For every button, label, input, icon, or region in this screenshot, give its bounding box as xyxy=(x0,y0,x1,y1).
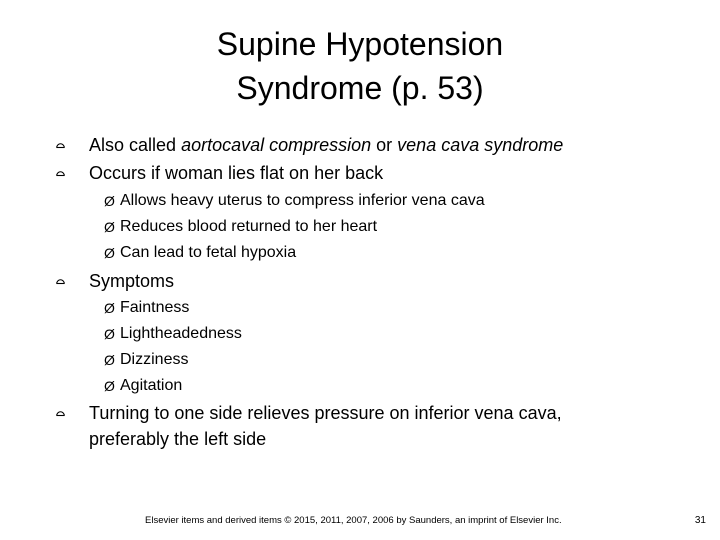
arrowhead-bullet-icon: Ø xyxy=(104,326,115,342)
title-line-1: Supine Hypotension xyxy=(216,26,504,62)
bullet-icon xyxy=(56,169,65,178)
bullet-text: Occurs if woman lies flat on her back xyxy=(89,163,384,183)
arrowhead-bullet-icon: Ø xyxy=(104,378,115,394)
bullet-icon xyxy=(56,277,65,286)
bullet-text-line-2: preferably the left side xyxy=(89,429,267,449)
bullet-text-line-1: Turning to one side relieves pressure on inferior vena cava, xyxy=(89,403,562,423)
copyright-footer: Elsevier items and derived items © 2015, 2011, 2007, 2006 by Saunders, an imprint of Elsevier Inc. xyxy=(145,515,562,526)
arrowhead-bullet-icon: Ø xyxy=(104,352,115,368)
arrowhead-bullet-icon: Ø xyxy=(104,300,115,316)
bullet-icon xyxy=(56,141,65,150)
bullet-text: Symptoms xyxy=(89,271,175,291)
bullet-icon xyxy=(56,409,65,418)
title-line-2: Syndrome (p. 53) xyxy=(236,70,484,106)
arrowhead-bullet-icon: Ø xyxy=(104,245,115,261)
bullet-text: Also called aortocaval compression or vena cava syndrome xyxy=(89,135,564,155)
slide-title xyxy=(100,22,620,110)
arrowhead-bullet-icon: Ø xyxy=(104,193,115,209)
arrowhead-bullet-icon: Ø xyxy=(104,219,115,235)
page-number: 31 xyxy=(694,515,706,526)
